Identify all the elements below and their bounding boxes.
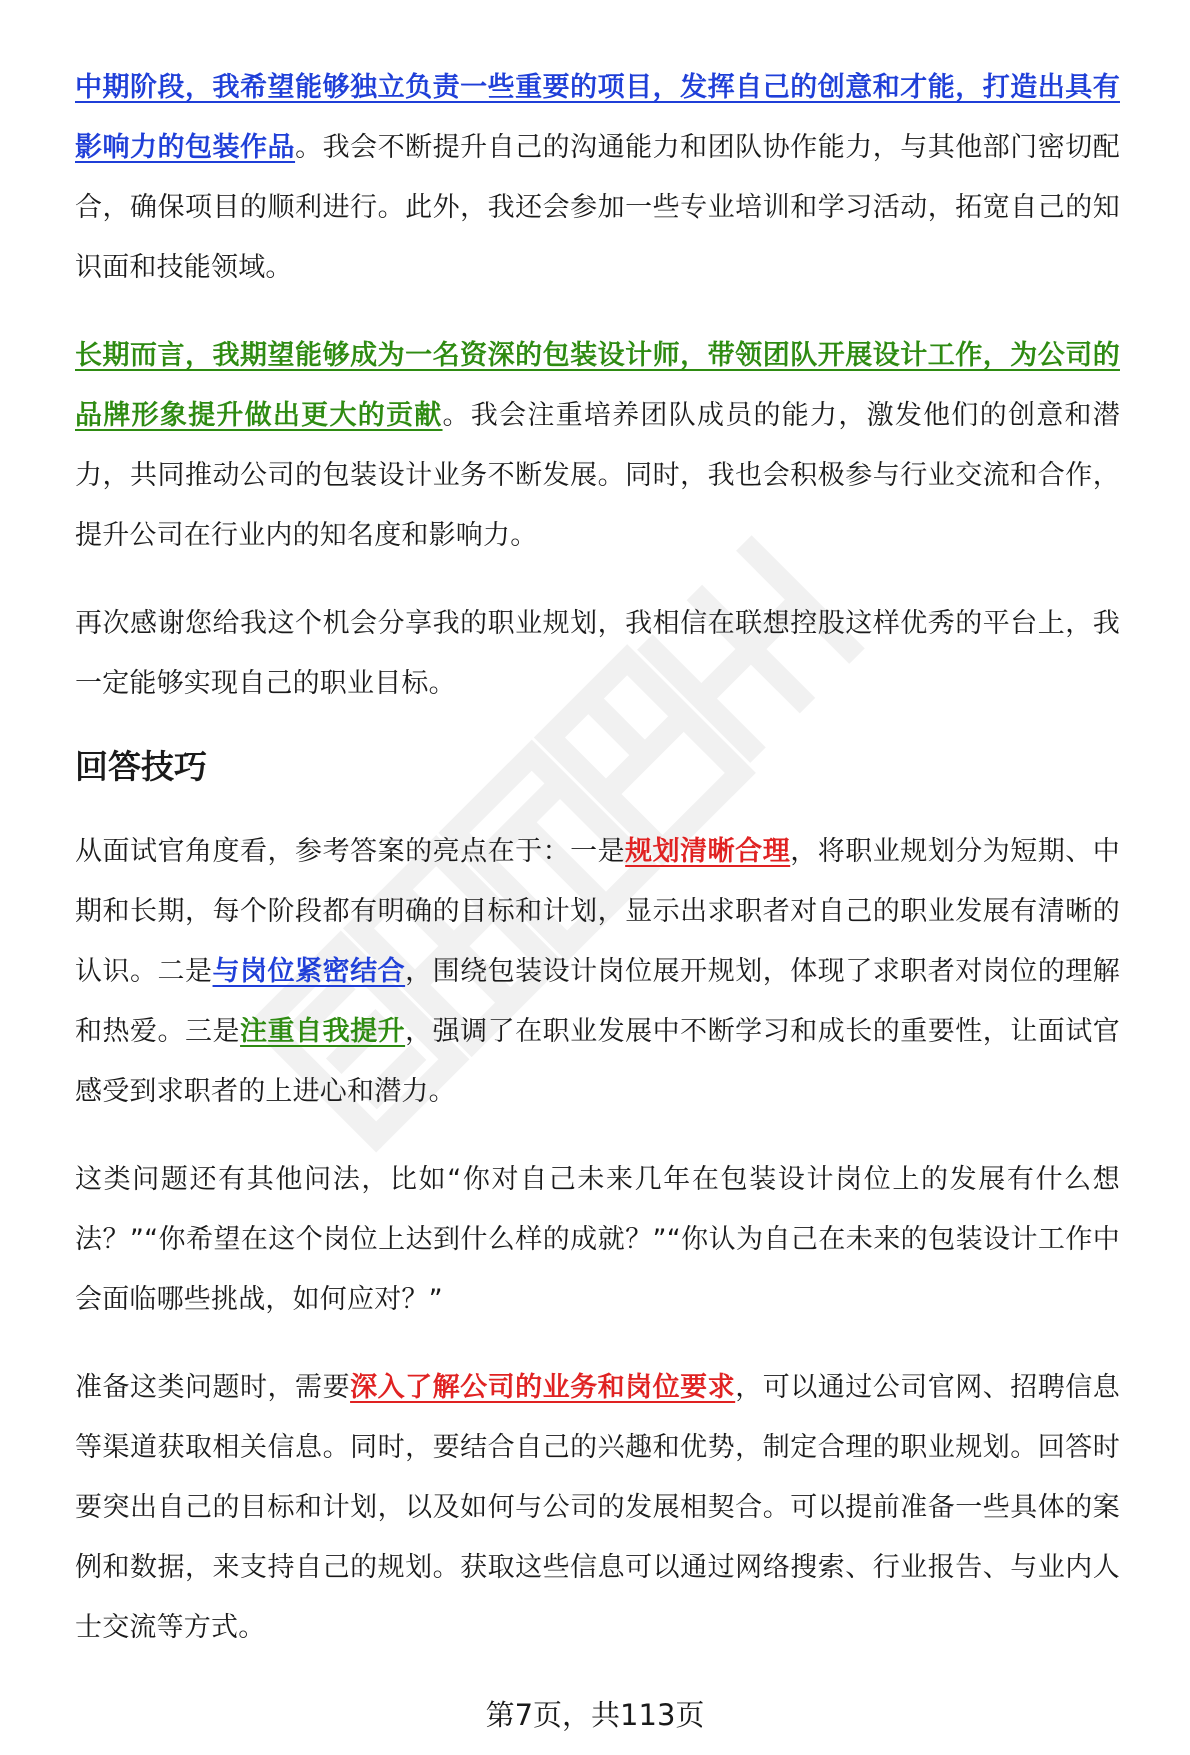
paragraph-text: ，强调了在职业发展中不断学习和成长的重要性，让面试官感受到求职者的上进心和潜力。 — [75, 1016, 1120, 1107]
paragraph — [75, 58, 1120, 298]
paragraph-text: 这类问题还有其他问法，比如“你对自己未来几年在包装设计岗位上的发展有什么想法？”“你希望在这个岗位上达到什么样的成就？”“你认为自己在未来的包装设计工作中会面临哪些挑战，如何应对？” — [75, 1164, 1120, 1315]
main-content — [75, 58, 1120, 1686]
paragraph — [75, 594, 1120, 714]
paragraph-text: ，可以通过公司官网、招聘信息等渠道获取相关信息。同时，要结合自己的兴趣和优势，制定合理的职业规划。回答时要突出自己的目标和计划，以及如何与公司的发展相契合。可以提前准备一些具体的案例和数据，来支持自己的规划。获取这些信息可以通过网络搜索、行业报告、与业内人士交流等方式。 — [75, 1372, 1120, 1643]
highlighted-phrase: 与岗位紧密结合 — [212, 956, 406, 987]
answer-tips-section — [75, 822, 1120, 1658]
paragraph — [75, 326, 1120, 566]
paragraph — [75, 1150, 1120, 1330]
highlighted-phrase: 中期阶段，我希望能够独立负责一些重要的项目，发挥自己的创意和才能，打造出具有影响力的包装作品 — [75, 72, 1120, 163]
page-footer: 第7页，共113页 — [485, 1698, 705, 1732]
highlighted-phrase: 深入了解公司的业务和岗位要求 — [350, 1372, 736, 1403]
highlighted-phrase: 长期而言，我期望能够成为一名资深的包装设计师，带领团队开展设计工作，为公司的品牌形象提升做出更大的贡献 — [75, 340, 1120, 431]
paragraph-text: 准备这类问题时，需要 — [75, 1372, 351, 1403]
paragraph-text: ，将职业规划分为短期、中期和长期，每个阶段都有明确的目标和计划，显示出求职者对自己的职业发展有清晰的认识。二是 — [75, 836, 1120, 987]
paragraph-text: 。我会不断提升自己的沟通能力和团队协作能力，与其他部门密切配合，确保项目的顺利进行。此外，我还会参加一些专业培训和学习活动，拓宽自己的知识面和技能领域。 — [75, 132, 1120, 283]
highlighted-phrase: 规划清晰合理 — [625, 836, 791, 867]
paragraph-text: 。我会注重培养团队成员的能力，激发他们的创意和潜力，共同推动公司的包装设计业务不断发展。同时，我也会积极参与行业交流和合作，提升公司在行业内的知名度和影响力。 — [75, 400, 1120, 551]
paragraph-text: 从面试官角度看，参考答案的亮点在于：一是 — [75, 836, 626, 867]
paragraph-text: ，围绕包装设计岗位展开规划，体现了求职者对岗位的理解和热爱。三是 — [75, 956, 1121, 1047]
answer-section — [75, 58, 1120, 714]
paragraph — [75, 822, 1120, 1122]
section-heading-answer-tips: 回答技巧 — [75, 747, 207, 786]
paragraph-text: 再次感谢您给我这个机会分享我的职业规划，我相信在联想控股这样优秀的平台上，我一定能够实现自己的职业目标。 — [75, 608, 1120, 699]
highlighted-phrase: 注重自我提升 — [240, 1016, 406, 1047]
paragraph — [75, 1358, 1120, 1658]
